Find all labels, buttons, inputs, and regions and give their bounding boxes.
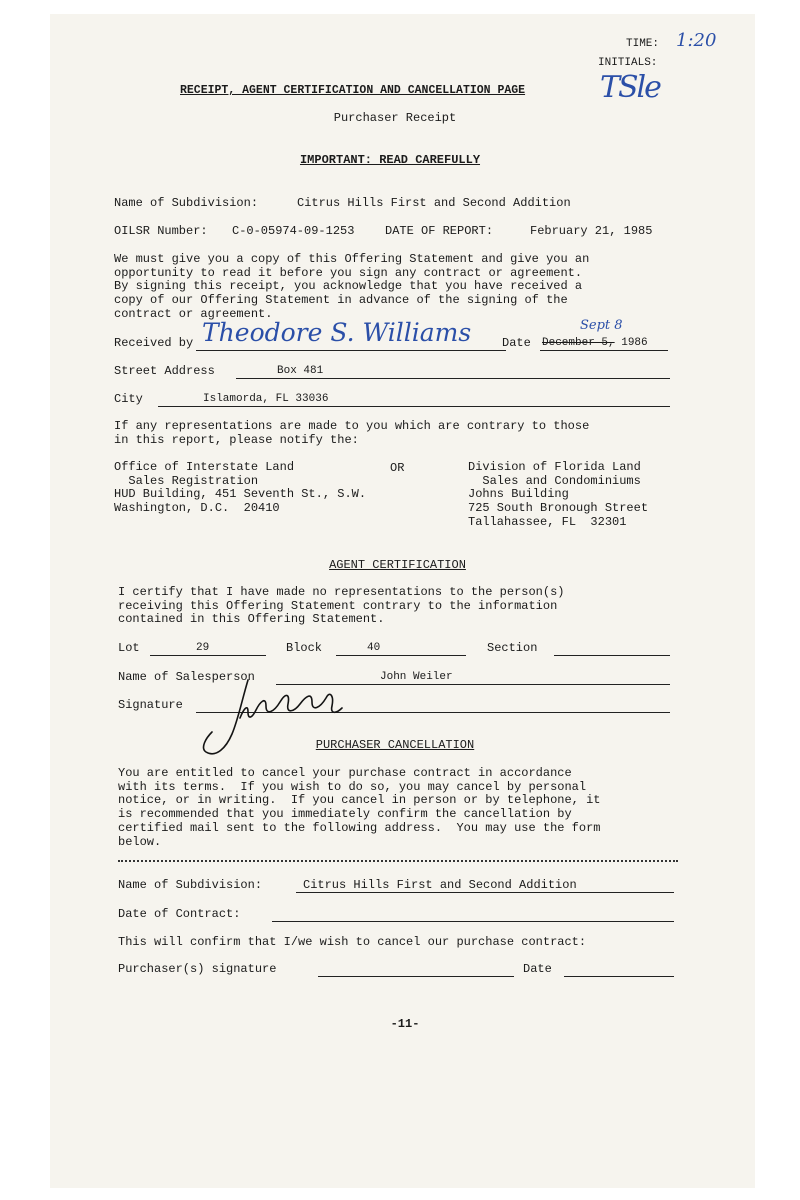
important-notice: IMPORTANT: READ CAREFULLY <box>299 153 481 167</box>
page-number: -11- <box>390 1017 420 1031</box>
receipt-paragraph: We must give you a copy of this Offering Statement and give you an opportunity to read it before you sign any contract or agreement. By signing this receipt, you acknowledge that you have received a copy of our Offering Statement in advance of the signing of the contract or agreement. <box>114 252 590 321</box>
salesperson-value: John Weiler <box>380 671 453 683</box>
salesperson-label: Name of Salesperson <box>118 670 255 684</box>
received-by-line <box>196 350 506 351</box>
cancel-subdivision-label: Name of Subdivision: <box>118 878 263 892</box>
contract-date-line <box>272 921 674 922</box>
division-florida-land: Division of Florida Land Sales and Condominiums Johns Building 725 South Bronough Street Tallahassee, FL 32301 <box>468 460 649 529</box>
salesperson-signature <box>196 672 366 768</box>
cancel-subdivision-value: Citrus Hills First and Second Addition <box>303 878 577 892</box>
dotted-separator <box>118 860 678 862</box>
office-interstate-land: Office of Interstate Land Sales Registration HUD Building, 451 Seventh St., S.W. Washington, D.C. 20410 <box>114 460 367 516</box>
received-date-typed: December 5, 1986 <box>542 337 648 349</box>
time-handwritten: 1:20 <box>676 30 717 51</box>
initials-handwritten: TSle <box>600 70 660 105</box>
agent-paragraph: I certify that I have made no representations to the person(s) receiving this Offering Statement contrary to the information contained in this Offering Statement. <box>118 585 565 627</box>
cancellation-heading: PURCHASER CANCELLATION <box>315 738 475 752</box>
received-date-label: Date <box>502 336 531 350</box>
subdivision-value: Citrus Hills First and Second Addition <box>297 196 571 210</box>
cancel-subdivision-line <box>296 892 674 893</box>
street-value: Box 481 <box>277 365 324 377</box>
city-label: City <box>114 392 143 406</box>
purchaser-signature: Theodore S. Williams <box>202 318 472 347</box>
block-label: Block <box>286 641 323 655</box>
or-label: OR <box>390 461 405 475</box>
received-date-line <box>540 350 668 351</box>
city-line <box>158 406 670 407</box>
agent-certification-heading: AGENT CERTIFICATION <box>329 558 466 572</box>
section-label: Section <box>487 641 538 655</box>
confirm-text: This will confirm that I/we wish to cancel our purchase contract: <box>118 935 587 949</box>
street-line <box>236 378 670 379</box>
received-date-handwritten: Sept 8 <box>580 318 623 333</box>
purchaser-signature-label: Purchaser(s) signature <box>118 962 277 976</box>
report-date-label: DATE OF REPORT: <box>385 224 494 238</box>
lot-line <box>150 655 266 656</box>
block-value: 40 <box>367 642 381 654</box>
form-title: RECEIPT, AGENT CERTIFICATION AND CANCELLATION PAGE <box>180 84 526 97</box>
lot-label: Lot <box>118 641 140 655</box>
contract-date-label: Date of Contract: <box>118 907 241 921</box>
city-value: Islamorda, FL 33036 <box>203 393 329 405</box>
cancel-date-label: Date <box>523 962 552 976</box>
oilsr-value: C-0-05974-09-1253 <box>232 224 355 238</box>
cancellation-paragraph: You are entitled to cancel your purchase contract in accordance with its terms. If you wish to do so, you may cancel by personal notice, or in writing. If you cancel in person or by telephone, it is recommended that you immediately confirm the cancellation by certified mail sent to the following address. You may use the form below. <box>118 766 601 849</box>
subdivision-label: Name of Subdivision: <box>114 196 259 210</box>
signature-label: Signature <box>118 698 183 712</box>
purchaser-signature-line <box>318 976 514 977</box>
report-date-value: February 21, 1985 <box>530 224 653 238</box>
notify-paragraph: If any representations are made to you which are contrary to those in this report, please notify the: <box>114 419 590 447</box>
form-subtitle: Purchaser Receipt <box>333 111 457 125</box>
block-line <box>336 655 466 656</box>
street-label: Street Address <box>114 364 215 378</box>
initials-label: INITIALS: <box>598 57 658 69</box>
cancel-date-line <box>564 976 674 977</box>
section-line <box>554 655 670 656</box>
received-by-label: Received by <box>114 336 194 350</box>
time-label: TIME: <box>626 38 660 50</box>
lot-value: 29 <box>196 642 210 654</box>
oilsr-label: OILSR Number: <box>114 224 208 238</box>
